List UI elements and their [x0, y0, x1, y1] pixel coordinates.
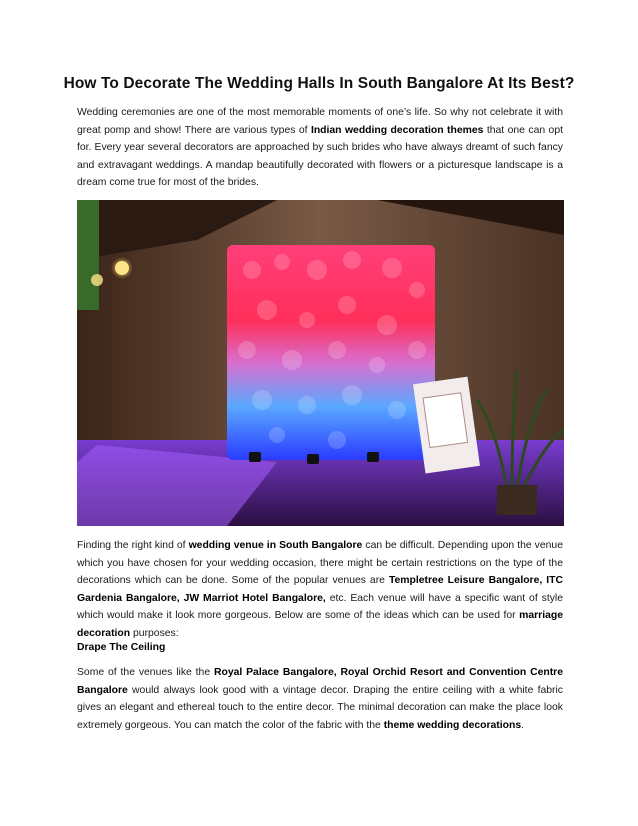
flower-wall-photo: [77, 200, 564, 526]
venues-bold-1: wedding venue in South Bangalore: [188, 540, 363, 551]
article-title: How To Decorate The Wedding Halls In South Bangalore At Its Best?: [63, 75, 575, 92]
venues-text-2: can be difficult. Depending upon the venue which you have chosen for your wedding occasion, there might be certain restrictions on the type of the decorations which can be done. Some of the popular venues are: [77, 540, 563, 587]
ceiling-text-1: Some of the venues like the: [77, 667, 214, 678]
venues-text-1: Finding the right kind of: [77, 540, 189, 551]
intro-text-2: that one can opt for. Every year several decorators are approached by such brides who have always dreamt of such fancy and extravagant weddings. A mandap beautifully decorated with flowers or a picturesque landscape is a dream come true for most of the brides.: [77, 124, 563, 189]
section-heading: Drape The Ceiling: [77, 642, 166, 653]
ceiling-text-2: would always look good with a vintage decor. Draping the entire ceiling with a white fabric gives an elegant and ethereal touch to the entire decor. The minimal decoration can make the place look extremely gorgeous. You can match the color of the fabric with the: [77, 684, 563, 731]
ceiling-text-3: .: [521, 719, 525, 731]
intro-bold-link: Indian wedding decoration themes: [310, 124, 484, 136]
ceiling-bold-1: Royal Palace Bangalore, Royal Orchid Resort and Convention Centre Bangalore: [77, 667, 563, 696]
venues-text-4: purposes:: [130, 627, 179, 639]
intro-text-1: Wedding ceremonies are one of the most memorable moments of one’s life. So why not celebrate it with great pomp and show! There are various types of: [77, 107, 563, 136]
venues-bold-2: Templetree Leisure Bangalore, ITC Gardenia Bangalore, JW Marriot Hotel Bangalore,: [77, 575, 563, 604]
intro-paragraph: [77, 104, 563, 192]
ceiling-paragraph: [77, 664, 563, 734]
venues-paragraph: [77, 537, 563, 643]
venues-bold-3: marriage decoration: [77, 610, 563, 639]
ceiling-bold-2: theme wedding decorations: [383, 719, 522, 731]
venues-text-3: etc. Each venue will have a specific want of style which would make it look more gorgeous. Below are some of the ideas which can be used for: [77, 592, 563, 622]
